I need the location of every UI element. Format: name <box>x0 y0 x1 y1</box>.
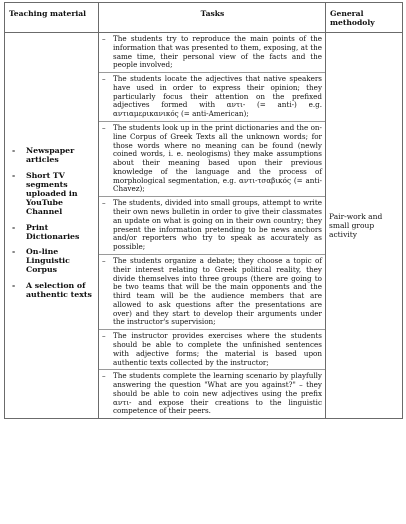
header-teaching-material: Teaching material <box>5 3 99 33</box>
material-item: - Newspaper articles <box>10 146 96 164</box>
tasks-cell <box>99 32 326 418</box>
methodology-cell: Pair-work and small group activity <box>326 32 403 418</box>
task-item: – The instructor provides exercises where the students should be able to complete the unfinished sentences with adjective forms; the material is based upon authentic texts collected by the instructor; <box>99 330 325 370</box>
header-tasks: Tasks <box>99 3 326 33</box>
task-item: – The students locate the adjectives that native speakers have used in order to express their opinion; they particularly focus their attention on the prefixed adjectives formed with αντι- (= anti-) e.g. αντιαμερικανικός (= anti-American); <box>99 73 325 122</box>
material-item: - A selection of authentic texts <box>10 281 96 299</box>
task-item: – The students try to reproduce the main points of the information that was presented to them, exposing, at the same time, their personal view of the facts and the people involved; <box>99 33 325 73</box>
content-row <box>5 32 403 418</box>
material-item: - Print Dictionaries <box>10 223 96 241</box>
teaching-material-cell <box>5 32 99 418</box>
material-item: - Short TV segments uploaded in YouTube Channel <box>10 171 96 217</box>
task-item: – The students, divided into small groups, attempt to write their own news bulletin in order to give their classmates an update on what is going on in their own country; they present the information pretending to be news anchors and/or reporters who try to speak as accurately as possible; <box>99 197 325 255</box>
header-row <box>5 3 403 33</box>
task-item: – The students look up in the print dictionaries and the on-line Corpus of Greek Texts all the unknown words; for those words where no meaning can be found (newly coined words, i. e. neologisms) they make assumptions about their meaning based upon their previous knowledge of the language and the process of morphological segmentation, e.g. αντι-τσαβικός (= anti-Chavez); <box>99 122 325 197</box>
teaching-material-list <box>10 146 96 299</box>
task-item: – The students complete the learning scenario by playfully answering the question "What are you against?" – they should be able to coin new adjectives using the prefix αντι- and expose their creations to the linguistic competence of their peers. <box>99 370 325 418</box>
lesson-plan-table <box>4 2 403 419</box>
task-item: – The students organize a debate; they choose a topic of their interest relating to Greek political reality, they divide themselves into three groups (there are going to be two teams that will be the main opponents and the third team will be the audience members that are allowed to ask questions after the presentations are over) and they start to develop their arguments under the instructor's supervision; <box>99 255 325 330</box>
material-item: - On-line Linguistic Corpus <box>10 247 96 275</box>
header-general-methodology: General methodoly <box>326 3 403 33</box>
